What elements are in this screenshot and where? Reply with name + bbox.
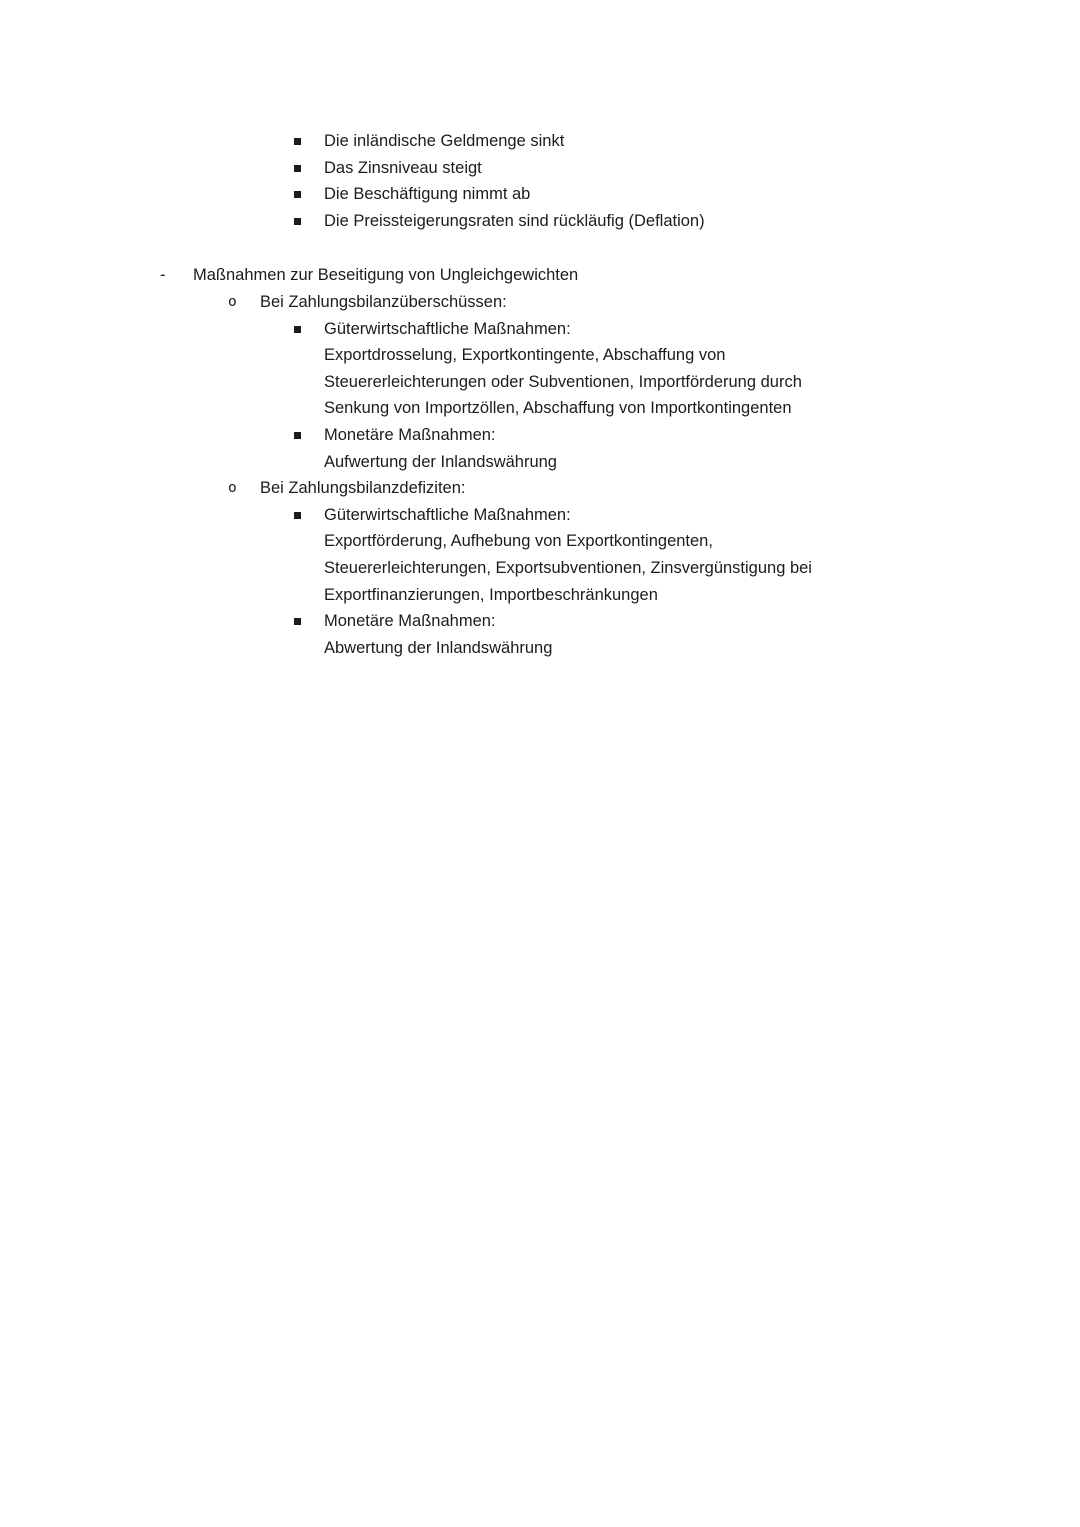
list-item-text: Exportdrosselung, Exportkontingente, Abschaffung von (324, 346, 726, 365)
list-item (0, 208, 1080, 235)
list-item-text: Monetäre Maßnahmen: (324, 425, 496, 444)
square-bullet-icon (294, 191, 301, 198)
list-item-continuation (0, 635, 1080, 662)
list-item (0, 181, 1080, 208)
list-item-continuation (0, 369, 1080, 396)
list-item (0, 262, 1080, 289)
circle-bullet-icon: o (228, 293, 237, 310)
list-item (0, 422, 1080, 449)
list-item (0, 502, 1080, 529)
square-bullet-icon (294, 326, 301, 333)
document-content (0, 128, 1080, 661)
list-item-text: Güterwirtschaftliche Maßnahmen: (324, 505, 571, 524)
list-item-text: Güterwirtschaftliche Maßnahmen: (324, 319, 571, 338)
square-bullet-icon (294, 618, 301, 625)
list-item-text: Abwertung der Inlandswährung (324, 638, 553, 657)
list-item-text: Monetäre Maßnahmen: (324, 612, 496, 631)
list-item-text: Die Preissteigerungsraten sind rückläufig (Deflation) (324, 211, 705, 230)
list-item-text: Die Beschäftigung nimmt ab (324, 185, 531, 204)
list-item-text: Aufwertung der Inlandswährung (324, 452, 557, 471)
square-bullet-icon (294, 138, 301, 145)
list-item-continuation (0, 342, 1080, 369)
list-item (0, 475, 1080, 502)
list-item (0, 608, 1080, 635)
list-item-text: Exportförderung, Aufhebung von Exportkontingenten, (324, 532, 713, 551)
square-bullet-icon (294, 218, 301, 225)
list-item-text: Exportfinanzierungen, Importbeschränkungen (324, 585, 658, 604)
list-item-continuation (0, 528, 1080, 555)
list-item-continuation (0, 582, 1080, 609)
list-item-continuation (0, 449, 1080, 476)
list-item (0, 289, 1080, 316)
list-item-text: Bei Zahlungsbilanzdefiziten: (260, 479, 466, 498)
list-item-continuation (0, 395, 1080, 422)
list-item-text: Die inländische Geldmenge sinkt (324, 132, 565, 150)
list-item (0, 316, 1080, 343)
list-item-text: Senkung von Importzöllen, Abschaffung von Importkontingenten (324, 399, 792, 418)
list-item-text: Steuererleichterungen, Exportsubventionen, Zinsvergünstigung bei (324, 558, 812, 577)
list-item-continuation (0, 555, 1080, 582)
list-item (0, 128, 1080, 155)
square-bullet-icon (294, 432, 301, 439)
paragraph-spacer (0, 234, 1080, 262)
list-item-text: Steuererleichterungen oder Subventionen, Importförderung durch (324, 372, 802, 391)
list-item-text: Maßnahmen zur Beseitigung von Ungleichgewichten (193, 266, 579, 285)
list-item (0, 155, 1080, 182)
list-item-text: Bei Zahlungsbilanzüberschüssen: (260, 292, 507, 311)
list-item-text: Das Zinsniveau steigt (324, 158, 482, 177)
dash-bullet-icon: - (160, 266, 166, 285)
square-bullet-icon (294, 512, 301, 519)
square-bullet-icon (294, 165, 301, 172)
circle-bullet-icon: o (228, 480, 237, 497)
